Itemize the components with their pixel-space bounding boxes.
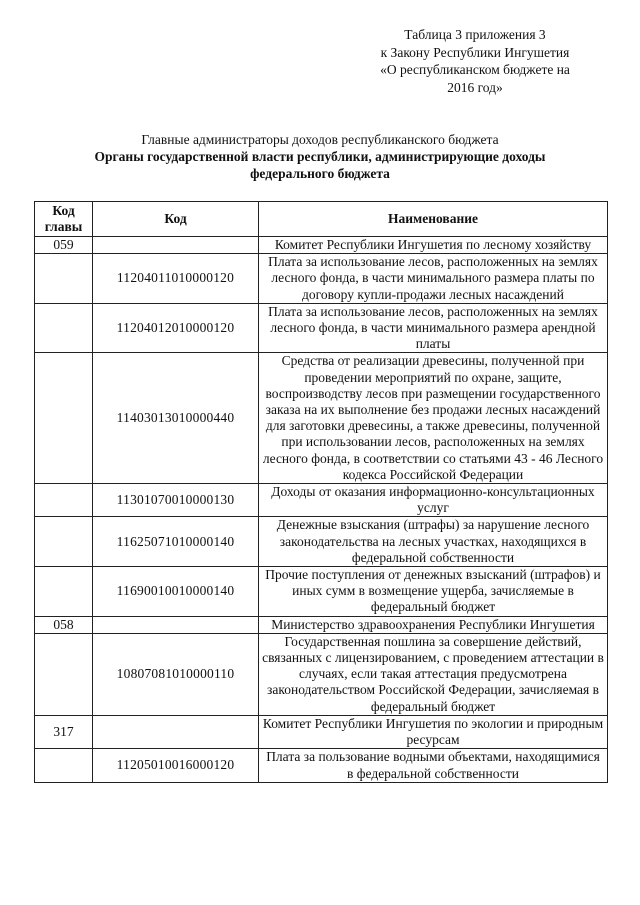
title-line-1: Главные администраторы доходов республиканского бюджета (141, 132, 499, 147)
cell-kod: 11204011010000120 (93, 254, 259, 304)
cell-name: Денежные взыскания (штрафы) за нарушение лесного законодательства на лесных участках, находящихся в федеральной собственности (259, 517, 608, 567)
table-row (35, 567, 608, 617)
document-title (40, 131, 600, 182)
cell-name: Плата за использование лесов, расположенных на землях лесного фонда, в части минимального размера платы по договору купли-продажи лесных насаждений (259, 254, 608, 304)
cell-kod (93, 616, 259, 633)
cell-kod: 11204012010000120 (93, 303, 259, 353)
cell-kod-glavy (35, 517, 93, 567)
header-kod: Код (93, 202, 259, 237)
header-kod-glavy (35, 202, 93, 237)
cell-name: Доходы от оказания информационно-консультационных услуг (259, 484, 608, 517)
header-name: Наименование (259, 202, 608, 237)
cell-kod: 11205010016000120 (93, 749, 259, 782)
table-row (35, 715, 608, 748)
table-row (35, 353, 608, 484)
title-line-3: федерального бюджета (250, 166, 390, 181)
cell-kod-glavy (35, 484, 93, 517)
cell-kod-glavy (35, 749, 93, 782)
table-row (35, 749, 608, 782)
table-row (35, 254, 608, 304)
cell-name: Плата за использование лесов, расположенных на землях лесного фонда, в части минимального размера арендной платы (259, 303, 608, 353)
appendix-line-3: «О республиканском бюджете на (380, 62, 570, 77)
cell-name: Плата за пользование водными объектами, находящимися в федеральной собственности (259, 749, 608, 782)
cell-kod-glavy (35, 353, 93, 484)
title-line-2: Органы государственной власти республики, администрирующие доходы (94, 149, 546, 164)
table-row (35, 633, 608, 715)
cell-name: Министерство здравоохранения Республики Ингушетия (259, 616, 608, 633)
cell-kod: 11403013010000440 (93, 353, 259, 484)
table-row (35, 303, 608, 353)
cell-kod (93, 237, 259, 254)
cell-kod-glavy: 059 (35, 237, 93, 254)
cell-kod-glavy (35, 633, 93, 715)
cell-kod: 11625071010000140 (93, 517, 259, 567)
cell-kod: 11301070010000130 (93, 484, 259, 517)
revenue-admin-table (34, 201, 608, 783)
table-row (35, 237, 608, 254)
header-kod-glavy-line-1: Код (52, 202, 75, 218)
appendix-note (360, 26, 590, 96)
cell-kod-glavy: 058 (35, 616, 93, 633)
appendix-line-4: 2016 год» (447, 79, 503, 95)
cell-kod-glavy: 317 (35, 715, 93, 748)
table-row (35, 616, 608, 633)
cell-name: Прочие поступления от денежных взысканий (штрафов) и иных сумм в возмещение ущерба, зачисляемые в федеральный бюджет (259, 567, 608, 617)
cell-kod-glavy (35, 303, 93, 353)
cell-kod-glavy (35, 567, 93, 617)
table-row (35, 484, 608, 517)
header-kod-glavy-line-2: главы (44, 219, 83, 234)
cell-kod-glavy (35, 254, 93, 304)
appendix-line-2: к Закону Республики Ингушетия (380, 44, 570, 60)
appendix-line-1: Таблица 3 приложения 3 (404, 27, 546, 42)
cell-name: Комитет Республики Ингушетия по экологии и природным ресурсам (259, 715, 608, 748)
cell-name: Средства от реализации древесины, полученной при проведении мероприятий по охране, защите, воспроизводству лесов при размещении государственного заказа на их выполнение без продажи лесных насаждений для заготовки древесины, а также древесины, полученной при использовании лесов, расположенных на землях лесного фонда, в соответствии со статьями 43 - 46 Лесного кодекса Российской Федерации (259, 353, 608, 484)
cell-kod (93, 715, 259, 748)
table-body (35, 237, 608, 783)
cell-kod: 11690010010000140 (93, 567, 259, 617)
table-row (35, 517, 608, 567)
cell-kod: 10807081010000110 (93, 633, 259, 715)
table-header-row (35, 202, 608, 237)
cell-name: Государственная пошлина за совершение действий, связанных с лицензированием, с проведением аттестации в случаях, если такая аттестация предусмотрена законодательством Российской Федерации, зачисляемая в федеральный бюджет (259, 633, 608, 715)
cell-name: Комитет Республики Ингушетия по лесному хозяйству (259, 237, 608, 254)
